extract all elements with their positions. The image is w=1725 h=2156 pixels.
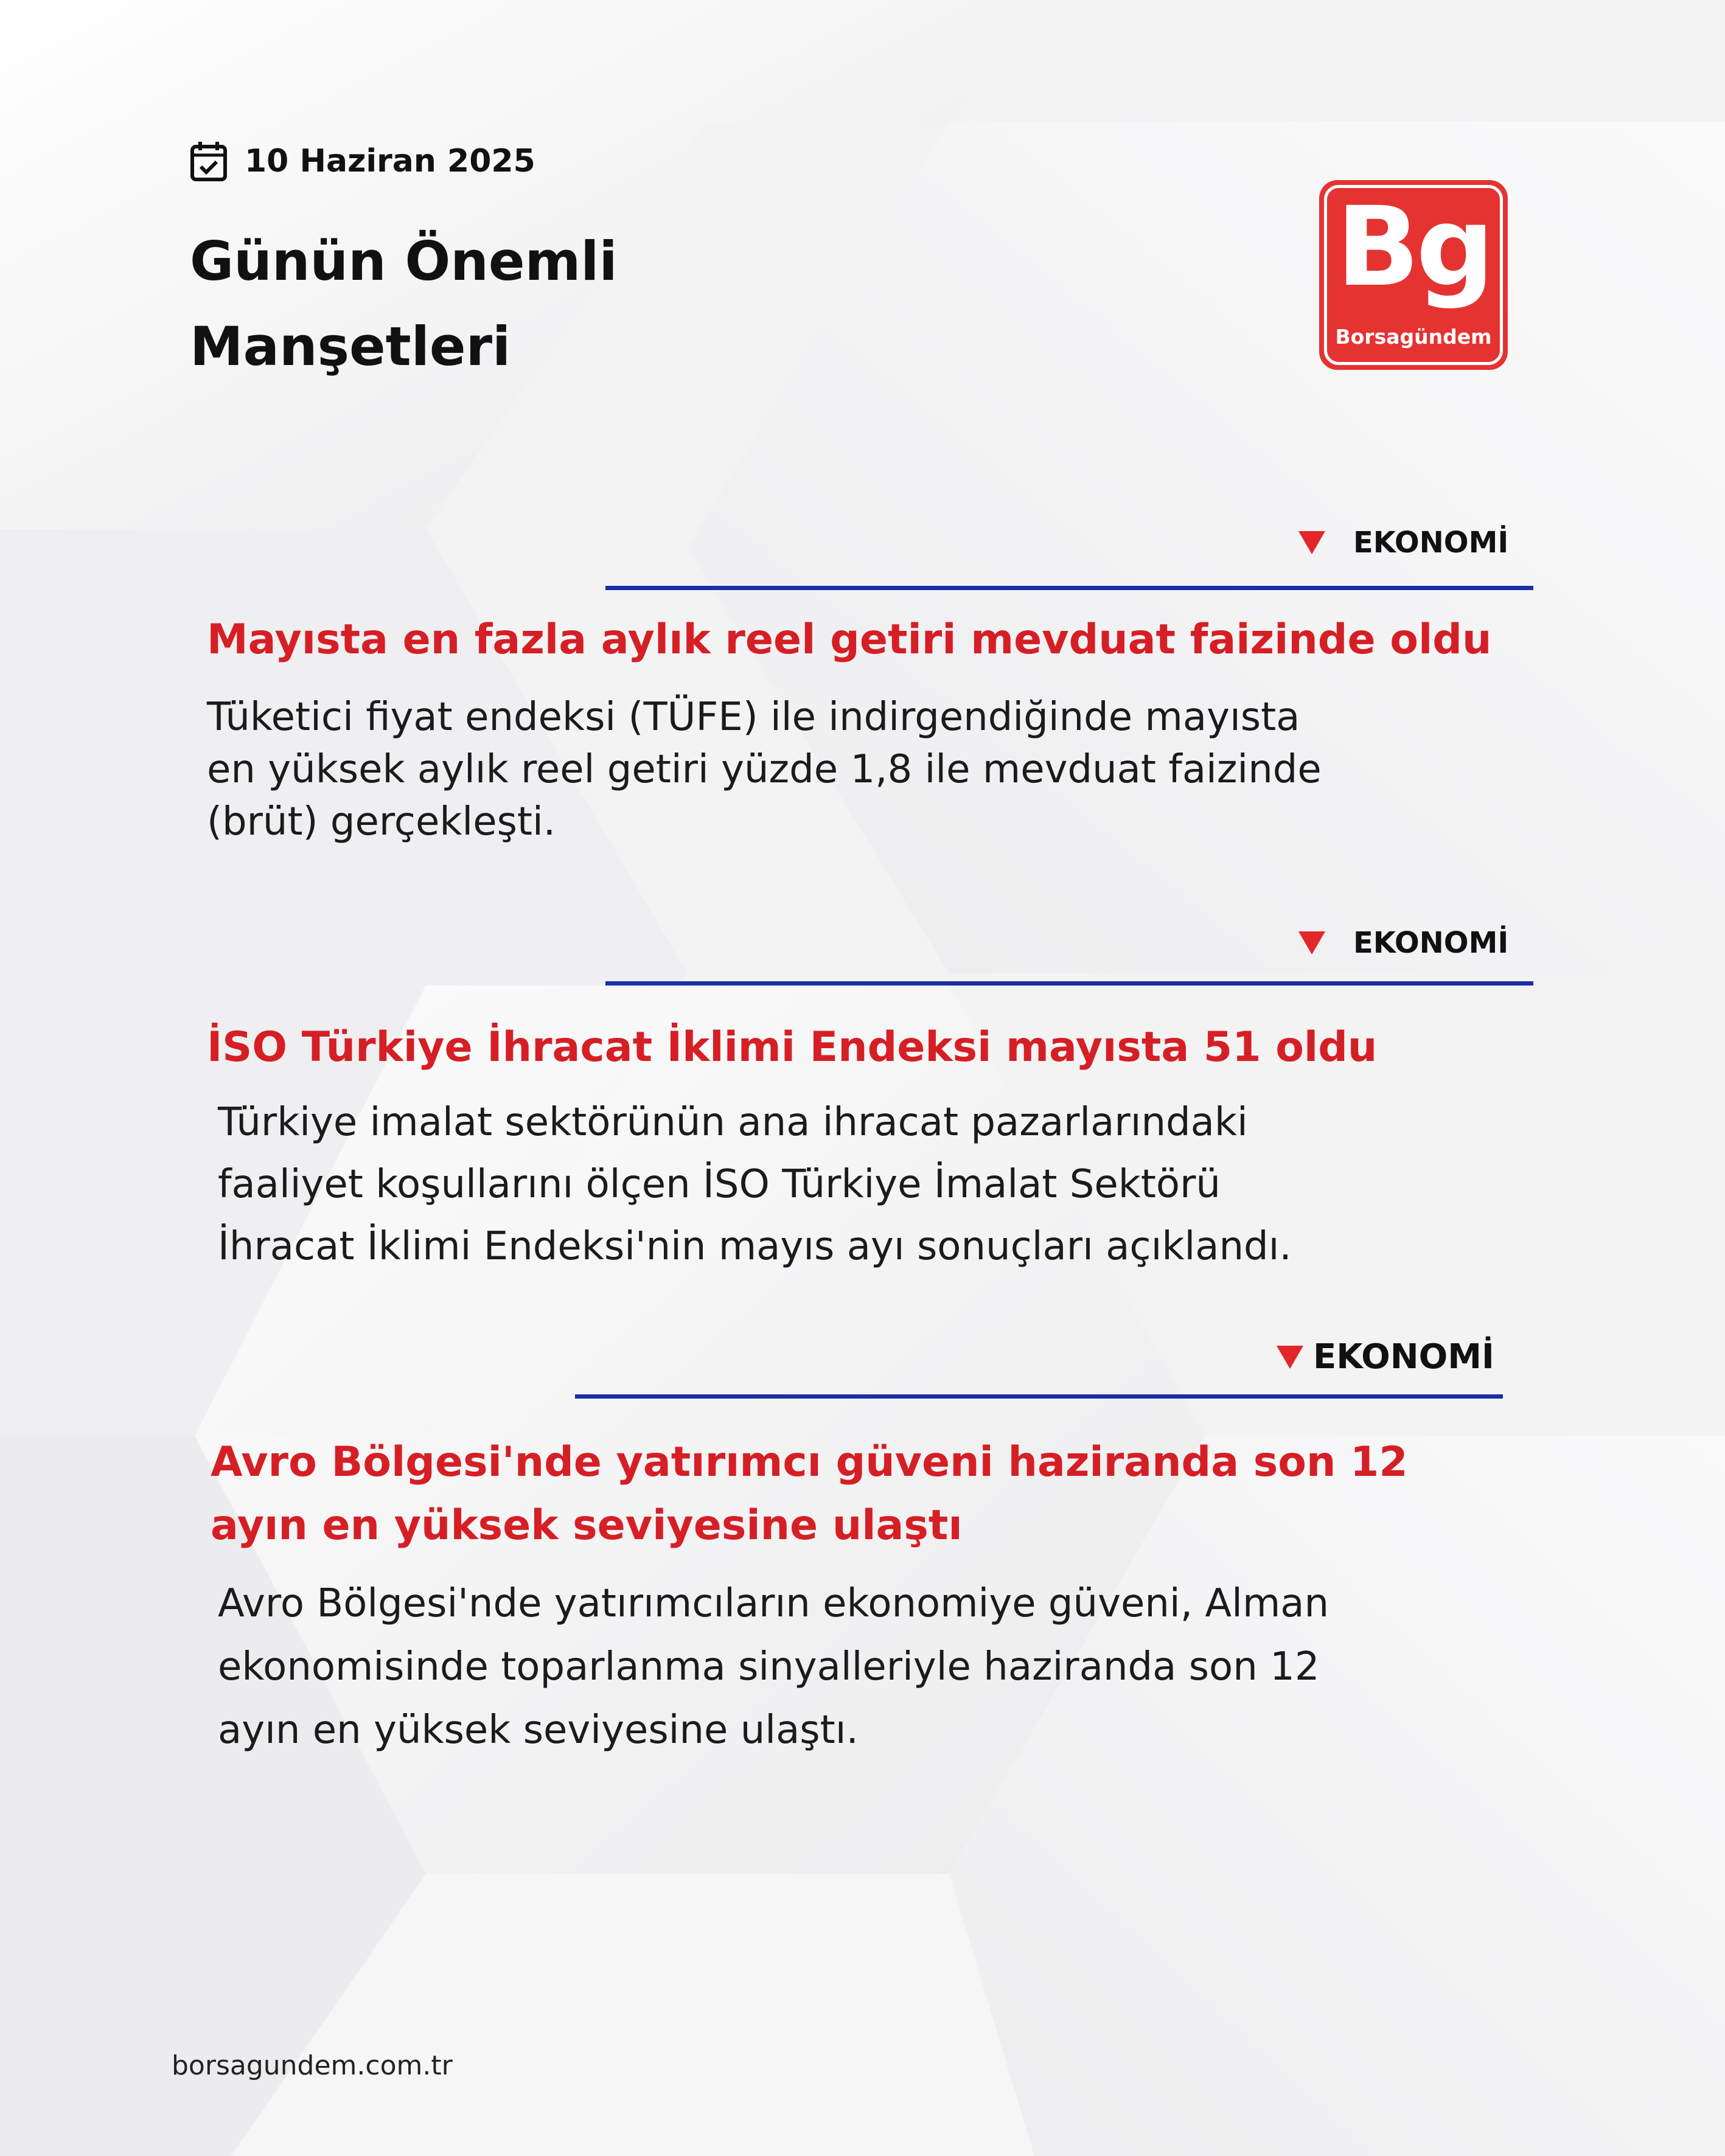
calendar-check-icon [190,141,228,182]
article-summary: Avro Bölgesi'nde yatırımcıların ekonomiye güveni, Alman ekonomisinde toparlanma sinyalleriyle haziranda son 12 ayın en yüksek seviyesine ulaştı. [218,1581,1329,1753]
article-headline[interactable]: İSO Türkiye İhracat İklimi Endeksi mayısta 51 oldu [207,1023,1378,1071]
category-text: EKONOMİ [1353,526,1509,560]
article-summary: Türkiye imalat sektörünün ana ihracat pazarlarındaki faaliyet koşullarını ölçen İSO Türkiye İmalat Sektörü İhracat İklimi Endeksi'nin mayıs ayı sonuçları açıklandı. [218,1100,1292,1269]
article-summary: Tüketici fiyat endeksi (TÜFE) ile indirgendiğinde mayısta en yüksek aylık reel getiri yüzde 1,8 ile mevduat faizinde (brüt) gerçekleşti. [207,695,1322,844]
triangle-down-icon [1298,931,1325,955]
category-label[interactable] [1298,526,1508,560]
date-row [190,140,535,183]
logo-mark: Bg [1336,184,1491,311]
page-title: Günün Önemli Manşetleri [190,230,618,378]
divider [605,981,1533,986]
divider [605,586,1533,590]
footer-url[interactable]: borsagundem.com.tr [172,2050,453,2081]
category-text: EKONOMİ [1353,926,1509,960]
triangle-down-icon [1277,1346,1303,1369]
divider [575,1394,1503,1399]
logo-name: Borsagündem [1335,325,1492,349]
article-headline[interactable]: Avro Bölgesi'nde yatırımcı güveni haziranda son 12 ayın en yüksek seviyesine ulaştı [211,1438,1408,1549]
article-headline[interactable]: Mayısta en fazla aylık reel getiri mevduat faizinde oldu [207,616,1492,664]
category-label[interactable] [1298,926,1508,960]
triangle-down-icon [1298,531,1325,554]
date-text: 10 Haziran 2025 [245,143,535,179]
borsagundem-logo[interactable] [1319,180,1508,370]
category-text: EKONOMİ [1313,1337,1494,1377]
category-label[interactable] [1277,1337,1494,1377]
